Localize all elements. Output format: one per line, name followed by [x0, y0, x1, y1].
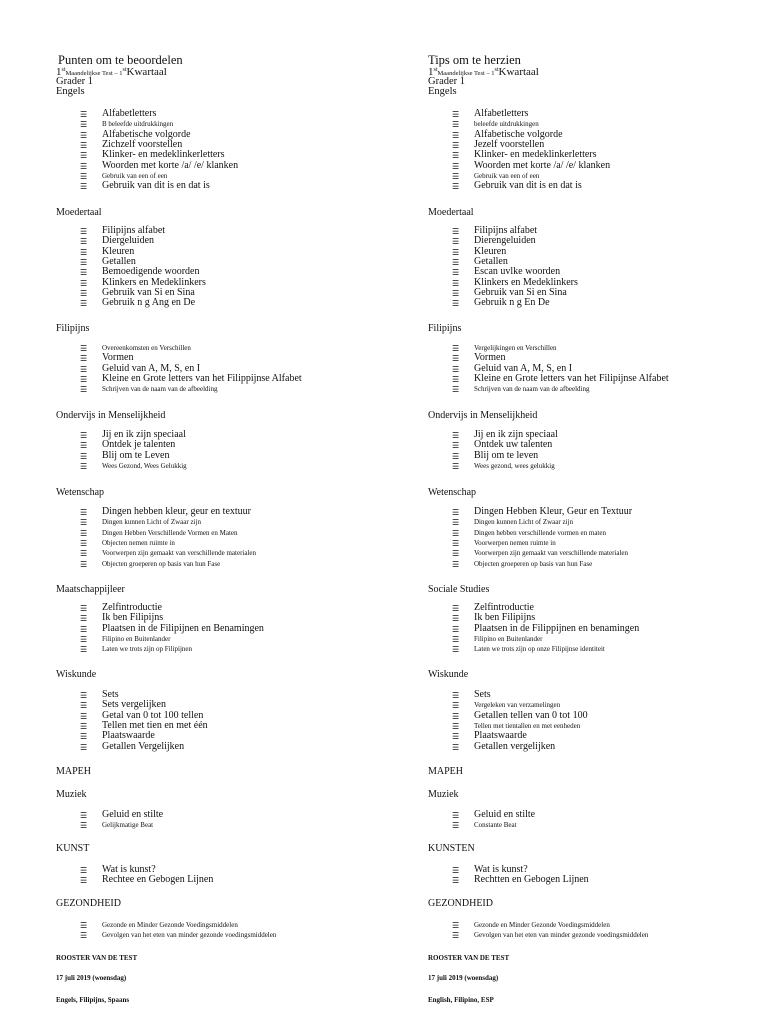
list-item: Wees Gezond, Wees Gelukkig [102, 462, 187, 471]
section-heading: Sociale Studies [428, 584, 490, 595]
checkbox-icon: ☰ [452, 604, 460, 613]
section-heading: Moedertaal [56, 207, 102, 218]
checkbox-icon: ☰ [452, 518, 460, 528]
list-item: Objecten nemen ruimte in [102, 539, 175, 548]
checkbox-icon: ☰ [452, 110, 460, 119]
checkbox-icon: ☰ [452, 722, 460, 732]
checkbox-icon: ☰ [80, 931, 88, 941]
list-item: Geluid van A, M, S, en I [102, 362, 201, 374]
checkbox-icon: ☰ [452, 508, 460, 517]
section-heading: KUNSTEN [428, 843, 475, 854]
list-item: Dingen hebben verschillende vormen en maten [474, 528, 606, 537]
list-item: Kleine en Grote letters van het Filipijnse Alfabet [474, 373, 669, 385]
list-item: Rechtee en Gebogen Lijnen [102, 874, 214, 886]
checkbox-icon: ☰ [452, 441, 460, 451]
checkbox-icon: ☰ [452, 701, 460, 711]
left-title: Punten om te beoordelen [58, 53, 183, 67]
right-title: Tips om te herzien [428, 53, 521, 67]
list-item: Tellen met tientallen en met eenheden [474, 722, 581, 731]
checkbox-icon: ☰ [80, 161, 88, 171]
list-item: Vormen [474, 352, 506, 364]
checkbox-icon: ☰ [452, 462, 460, 472]
section-heading: Wetenschap [428, 487, 477, 498]
list-item: Jij en ik zijn speciaal [474, 429, 558, 440]
list-item: Klinkers en Medeklinkers [102, 276, 206, 288]
checkbox-icon: ☰ [80, 508, 88, 517]
list-item: Alfabetische volgorde [102, 128, 191, 140]
list-item: Ik ben Filipijns [474, 612, 536, 624]
checkbox-icon: ☰ [452, 247, 460, 257]
section-heading: Wetenschap [56, 487, 105, 498]
section-heading: Ondervijs in Menselijkheid [56, 410, 166, 421]
list-item: Klinker- en medeklinkerletters [474, 149, 597, 161]
list-item: Getal van 0 tot 100 tellen [102, 709, 204, 721]
checkbox-icon: ☰ [452, 289, 460, 299]
checkbox-icon: ☰ [80, 604, 88, 613]
list-item: Plaatsen in de Filippijnen en benamingen [474, 622, 640, 634]
checkbox-icon: ☰ [452, 539, 460, 549]
section-heading: Filipijns [428, 323, 462, 334]
checkbox-icon: ☰ [452, 528, 460, 538]
list-item: Gebruik n g En De [474, 297, 550, 309]
checkbox-icon: ☰ [80, 711, 88, 721]
list-item: Gevolgen van het eten van minder gezonde voedingsmiddelen [474, 931, 649, 940]
checkbox-icon: ☰ [452, 732, 460, 742]
list-item: Escan uvlke woorden [474, 266, 561, 278]
checkbox-icon: ☰ [80, 130, 88, 140]
list-item: Diergeluiden [102, 235, 155, 247]
list-item: Gezonde en Minder Gezonde Voedingsmiddelen [102, 921, 238, 929]
checkbox-icon: ☰ [452, 691, 460, 700]
list-item: Voorwerpen zijn gemaakt van verschillende materialen [474, 549, 629, 558]
checkbox-icon: ☰ [452, 635, 460, 645]
checkbox-icon: ☰ [452, 742, 460, 752]
right-subject: Engels [428, 86, 457, 97]
checkbox-icon: ☰ [452, 559, 460, 569]
list-item: Gebruik van dit is en dat is [474, 180, 582, 192]
checkbox-icon: ☰ [80, 722, 88, 732]
list-item: Plaatswaarde [102, 730, 155, 742]
checkbox-icon: ☰ [80, 876, 88, 886]
list-item: Klinker- en medeklinkerletters [102, 149, 225, 161]
footer-line: English, Filipino, ESP [428, 996, 494, 1004]
list-item: Zelfintroductie [102, 602, 162, 613]
list-item: Gebruik van een of een [474, 172, 540, 181]
checkbox-icon: ☰ [452, 614, 460, 624]
section-heading: Maatschappijleer [56, 584, 125, 595]
checkbox-icon: ☰ [80, 559, 88, 569]
list-item: Gevolgen van het eten van minder gezonde voedingsmiddelen [102, 931, 277, 940]
list-item: Woorden met korte /a/ /e/ klanken [474, 159, 611, 171]
checkbox-icon: ☰ [452, 375, 460, 385]
footer-line: ROOSTER VAN DE TEST [428, 954, 510, 962]
list-item: Alfabetische volgorde [474, 128, 563, 140]
checkbox-icon: ☰ [80, 645, 88, 655]
list-item: Plaatsen in de Filipijnen en Benamingen [102, 622, 264, 634]
section-heading: Moedertaal [428, 207, 474, 218]
footer-line: ROOSTER VAN DE TEST [56, 954, 138, 962]
list-item: Gebruik van Si en Sina [474, 287, 567, 299]
list-item: Wat is kunst? [474, 864, 528, 875]
list-item: Dingen hebben kleur, geur en textuur [102, 506, 251, 517]
footer-line: 17 juli 2019 (woensdag) [56, 974, 127, 982]
checkbox-icon: ☰ [80, 344, 88, 353]
checkbox-icon: ☰ [452, 299, 460, 309]
list-item: Voorwerpen nemen ruimte in [474, 539, 556, 548]
section-heading: KUNST [56, 843, 90, 854]
right-subtitle: 1stMaandelijkse Test – 1stKwartaal [428, 66, 539, 78]
checkbox-icon: ☰ [80, 364, 88, 374]
list-item: Getallen [102, 256, 136, 268]
section-heading: GEZONDHEID [428, 898, 493, 909]
checkbox-icon: ☰ [80, 258, 88, 268]
checkbox-icon: ☰ [452, 931, 460, 941]
checkbox-icon: ☰ [80, 278, 88, 288]
checkbox-icon: ☰ [80, 289, 88, 299]
list-item: Gebruik n g Ang en De [102, 297, 196, 309]
checkbox-icon: ☰ [452, 921, 460, 930]
checkbox-icon: ☰ [80, 375, 88, 385]
list-item: Filipino en Buitenlander [474, 635, 543, 644]
list-item: Wees gezond, wees gelukkig [474, 462, 555, 471]
footer-line: 17 juli 2019 (woensdag) [428, 974, 499, 982]
checkbox-icon: ☰ [80, 385, 88, 395]
checkbox-icon: ☰ [80, 431, 88, 440]
list-item: Gelijkmatige Beat [102, 821, 154, 830]
list-item: Overeenkomsten en Verschillen [102, 344, 191, 352]
checkbox-icon: ☰ [80, 120, 88, 130]
list-item: Objecten groeperen op basis van hun Fase [474, 559, 593, 568]
checkbox-icon: ☰ [80, 141, 88, 151]
checkbox-icon: ☰ [452, 237, 460, 247]
list-item: Kleuren [474, 245, 507, 257]
checkbox-icon: ☰ [80, 549, 88, 559]
list-item: Jij en ik zijn speciaal [102, 429, 186, 440]
list-item: Filipino en Buitenlander [102, 635, 171, 644]
checkbox-icon: ☰ [452, 451, 460, 461]
list-item: Ik ben Filipijns [102, 612, 164, 624]
list-item: Ontdek je talenten [102, 439, 176, 451]
checkbox-icon: ☰ [452, 385, 460, 395]
checkbox-icon: ☰ [452, 821, 460, 831]
checkbox-icon: ☰ [452, 866, 460, 875]
checkbox-icon: ☰ [452, 278, 460, 288]
checkbox-icon: ☰ [80, 518, 88, 528]
checkbox-icon: ☰ [452, 364, 460, 374]
checkbox-icon: ☰ [452, 130, 460, 140]
checkbox-icon: ☰ [452, 876, 460, 886]
list-item: Laten we trots zijn op Filipijnen [102, 645, 193, 654]
checkbox-icon: ☰ [80, 172, 88, 182]
checkbox-icon: ☰ [80, 701, 88, 711]
section-heading: Filipijns [56, 323, 90, 334]
list-item: Voorwerpen zijn gemaakt van verschillende materialen [102, 549, 257, 558]
list-item: Getallen vergelijken [474, 740, 556, 752]
right-grade: Grader 1 [428, 76, 466, 87]
list-item: Getallen tellen van 0 tot 100 [474, 709, 588, 721]
checkbox-icon: ☰ [452, 151, 460, 161]
checkbox-icon: ☰ [80, 268, 88, 278]
checkbox-icon: ☰ [80, 742, 88, 752]
left-subject: Engels [56, 86, 85, 97]
list-item: Objecten groeperen op basis van hun Fase [102, 559, 221, 568]
list-item: Bemoedigende woorden [102, 266, 200, 278]
list-item: Sets [474, 689, 491, 700]
list-item: Vormen [102, 352, 134, 364]
checkbox-icon: ☰ [452, 624, 460, 634]
section-heading: Ondervijs in Menselijkheid [428, 410, 538, 421]
list-item: Gebruik van een of een [102, 172, 168, 181]
checkbox-icon: ☰ [80, 110, 88, 119]
checkbox-icon: ☰ [452, 182, 460, 192]
section-heading: Muziek [56, 789, 87, 800]
list-item: Vergeleken van verzamelingen [474, 701, 561, 710]
list-item: Rechtten en Gebogen Lijnen [474, 874, 589, 886]
list-item: Dingen kunnen Licht of Zwaar zijn [102, 518, 201, 527]
list-item: Schrijven van de naam van de afbeelding [102, 385, 218, 394]
footer-line: Engels, Filipijns, Spaans [56, 996, 130, 1004]
checkbox-icon: ☰ [80, 866, 88, 875]
left-grade: Grader 1 [56, 76, 94, 87]
checkbox-icon: ☰ [452, 120, 460, 130]
list-item: Getallen [474, 256, 508, 268]
section-heading: MAPEH [56, 766, 92, 777]
list-item: Geluid en stilte [102, 809, 164, 820]
checkbox-icon: ☰ [452, 141, 460, 151]
section-heading: Wiskunde [56, 669, 97, 680]
list-item: beleefde uitdrukkingen [474, 120, 539, 129]
checkbox-icon: ☰ [452, 258, 460, 268]
checkbox-icon: ☰ [452, 344, 460, 353]
list-item: Filipijns alfabet [102, 225, 166, 236]
checkbox-icon: ☰ [80, 299, 88, 309]
list-item: Laten we trots zijn op onze Filipijnse identiteit [474, 645, 605, 654]
list-item: B beleefde uitdrukkingen [102, 120, 174, 129]
list-item: Filipijns alfabet [474, 225, 538, 236]
checkbox-icon: ☰ [452, 645, 460, 655]
checkbox-icon: ☰ [452, 268, 460, 278]
list-item: Gebruik van dit is en dat is [102, 180, 210, 192]
list-item: Wat is kunst? [102, 864, 156, 875]
checkbox-icon: ☰ [80, 528, 88, 538]
checkbox-icon: ☰ [80, 614, 88, 624]
list-item: Woorden met korte /a/ /e/ klanken [102, 159, 239, 171]
list-item: Alfabetletters [102, 108, 157, 119]
list-item: Dingen kunnen Licht of Zwaar zijn [474, 518, 573, 527]
list-item: Gebruik van Si en Sina [102, 287, 195, 299]
checkbox-icon: ☰ [452, 811, 460, 820]
list-item: Dingen Hebben Kleur, Geur en Textuur [474, 506, 633, 517]
list-item: Plaatswaarde [474, 730, 527, 742]
checkbox-icon: ☰ [80, 227, 88, 236]
list-item: Sets vergelijken [102, 699, 166, 711]
checkbox-icon: ☰ [80, 182, 88, 192]
list-item: Klinkers en Medeklinkers [474, 276, 578, 288]
checkbox-icon: ☰ [80, 237, 88, 247]
list-item: Jezelf voorstellen [474, 139, 545, 151]
list-item: Vergelijkingen en Verschillen [474, 344, 557, 352]
list-item: Geluid van A, M, S, en I [474, 362, 573, 374]
checkbox-icon: ☰ [452, 431, 460, 440]
list-item: Constante Beat [474, 821, 517, 830]
list-item: Ontdek uw talenten [474, 439, 553, 451]
checkbox-icon: ☰ [452, 227, 460, 236]
checkbox-icon: ☰ [80, 921, 88, 930]
section-heading: GEZONDHEID [56, 898, 121, 909]
left-subtitle: 1stMaandelijkse Test – 1stKwartaal [56, 66, 167, 78]
list-item: Tellen met tien en met één [102, 720, 208, 732]
checkbox-icon: ☰ [80, 624, 88, 634]
list-item: Dierengeluiden [474, 235, 536, 247]
list-item: Getallen Vergelijken [102, 740, 185, 752]
checkbox-icon: ☰ [80, 451, 88, 461]
list-item: Zichzelf voorstellen [102, 139, 183, 151]
checkbox-icon: ☰ [80, 821, 88, 831]
list-item: Alfabetletters [474, 108, 529, 119]
checkbox-icon: ☰ [452, 549, 460, 559]
list-item: Geluid en stilte [474, 809, 536, 820]
checkbox-icon: ☰ [80, 811, 88, 820]
list-item: Blij om te leven [474, 449, 539, 461]
checkbox-icon: ☰ [80, 691, 88, 700]
list-item: Schrijven van de naam van de afbeelding [474, 385, 590, 394]
list-item: Kleuren [102, 245, 135, 257]
checkbox-icon: ☰ [80, 462, 88, 472]
checkbox-icon: ☰ [452, 354, 460, 364]
list-item: Kleine en Grote letters van het Filippijnse Alfabet [102, 373, 302, 385]
list-item: Blij om te Leven [102, 449, 170, 461]
checkbox-icon: ☰ [80, 441, 88, 451]
checkbox-icon: ☰ [80, 539, 88, 549]
checkbox-icon: ☰ [452, 711, 460, 721]
list-item: Zelfintroductie [474, 602, 534, 613]
checkbox-icon: ☰ [452, 161, 460, 171]
checkbox-icon: ☰ [80, 635, 88, 645]
checkbox-icon: ☰ [80, 732, 88, 742]
checkbox-icon: ☰ [80, 247, 88, 257]
list-item: Dingen Hebben Verschillende Vormen en Maten [102, 528, 238, 537]
list-item: Gezonde en Minder Gezonde Voedingsmiddelen [474, 921, 610, 929]
section-heading: Wiskunde [428, 669, 469, 680]
list-item: Sets [102, 689, 119, 700]
checkbox-icon: ☰ [80, 151, 88, 161]
section-heading: MAPEH [428, 766, 464, 777]
checkbox-icon: ☰ [80, 354, 88, 364]
checkbox-icon: ☰ [452, 172, 460, 182]
section-heading: Muziek [428, 789, 459, 800]
